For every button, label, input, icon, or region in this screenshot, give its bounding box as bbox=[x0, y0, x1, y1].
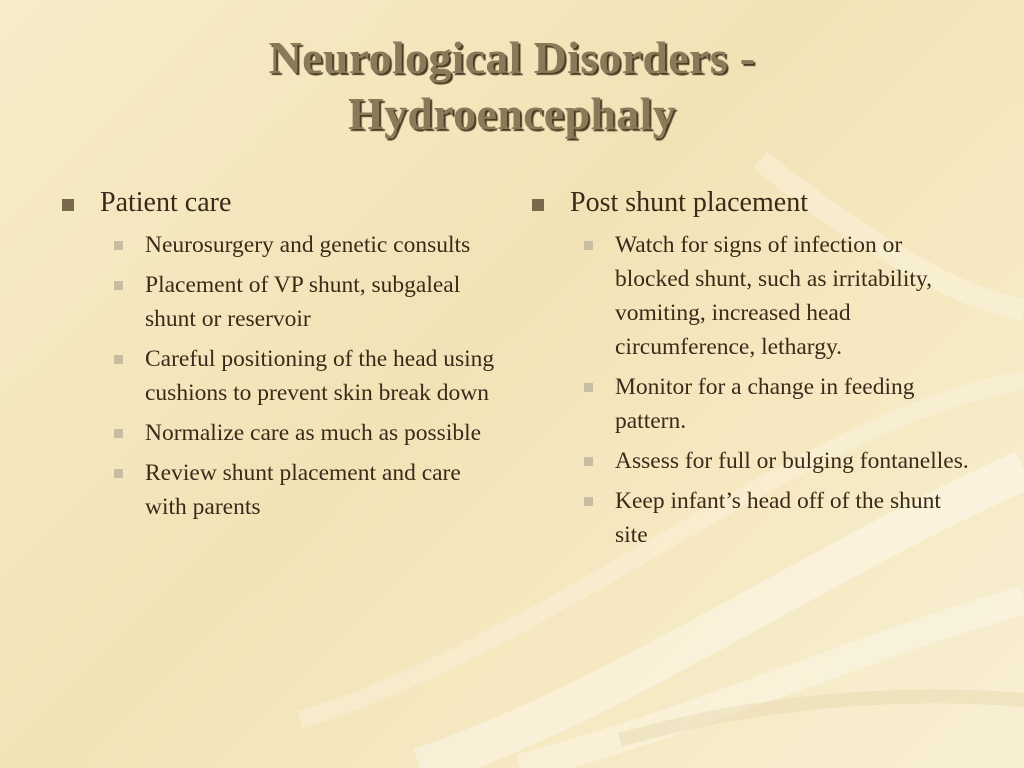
list-item bbox=[584, 444, 972, 478]
square-bullet-icon bbox=[532, 199, 544, 211]
list-item-text: Monitor for a change in feeding pattern. bbox=[615, 374, 915, 434]
list-item bbox=[584, 228, 972, 364]
list-item bbox=[114, 416, 502, 450]
left-sublist bbox=[114, 228, 502, 524]
small-square-bullet-icon bbox=[114, 469, 123, 478]
slide-title bbox=[0, 30, 1024, 142]
right-column bbox=[532, 186, 972, 558]
list-item bbox=[114, 456, 502, 524]
title-line-2: Hydroencephaly bbox=[348, 88, 676, 139]
small-square-bullet-icon bbox=[584, 383, 593, 392]
small-square-bullet-icon bbox=[114, 429, 123, 438]
title-line-1: Neurological Disorders - bbox=[268, 32, 756, 83]
list-item bbox=[114, 268, 502, 336]
left-heading-item bbox=[62, 186, 502, 220]
list-item-text: Neurosurgery and genetic consults bbox=[145, 232, 471, 258]
list-item-text: Assess for full or bulging fontanelles. bbox=[615, 448, 969, 474]
left-heading: Patient care bbox=[100, 187, 232, 218]
small-square-bullet-icon bbox=[114, 281, 123, 290]
list-item-text: Normalize care as much as possible bbox=[145, 420, 482, 446]
small-square-bullet-icon bbox=[114, 241, 123, 250]
small-square-bullet-icon bbox=[584, 497, 593, 506]
list-item-text: Careful positioning of the head using cushions to prevent skin break down bbox=[145, 346, 495, 406]
square-bullet-icon bbox=[62, 199, 74, 211]
list-item bbox=[114, 228, 502, 262]
list-item bbox=[584, 370, 972, 438]
list-item bbox=[114, 342, 502, 410]
list-item-text: Watch for signs of infection or blocked shunt, such as irritability, vomiting, increased head circumference, lethargy. bbox=[615, 232, 932, 360]
right-sublist bbox=[584, 228, 972, 552]
right-heading: Post shunt placement bbox=[570, 187, 808, 218]
list-item bbox=[584, 484, 972, 552]
list-item-text: Placement of VP shunt, subgaleal shunt or reservoir bbox=[145, 272, 461, 332]
list-item-text: Keep infant’s head off of the shunt site bbox=[615, 488, 941, 548]
left-column bbox=[62, 186, 502, 530]
small-square-bullet-icon bbox=[584, 241, 593, 250]
right-heading-item bbox=[532, 186, 972, 220]
list-item-text: Review shunt placement and care with parents bbox=[145, 460, 461, 520]
small-square-bullet-icon bbox=[114, 355, 123, 364]
small-square-bullet-icon bbox=[584, 457, 593, 466]
